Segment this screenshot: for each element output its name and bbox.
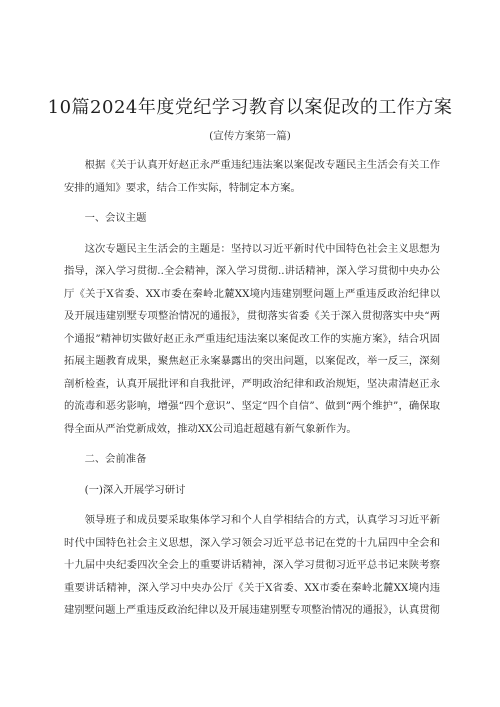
subsection-heading-study: (一)深入开展学习研讨 <box>84 483 186 496</box>
study-paragraph: 领导班子和成员要采取集体学习和个人自学相结合的方式，认真学习习近平新时代中国特色社会主义思想，深入学习领会习近平总书记在党的十九届四中全会和十九届中央纪委四次全会上的重要讲话精神，深入学习贯彻习近平总书记来陕考察重要讲话精神，深入学习中央办公厅《关于X省委、XX市委在秦岭北麓XX境内违建别墅问题上严重违反政治纪律以及开展违建别墅专项整治情况的通报》，认真贯彻 <box>64 514 440 616</box>
section-heading-preparation: 二、会前准备 <box>84 453 147 465</box>
document-title: 10篇2024年度党纪学习教育以案促改的工作方案 <box>47 97 453 118</box>
intro-paragraph: 根据《关于认真开好赵正永严重违纪违法案以案促改专题民主生活会有关工作安排的通知》要求，结合工作实际，特制定本方案。 <box>64 159 440 194</box>
theme-paragraph: 这次专题民主生活会的主题是：坚持以习近平新时代中国特色社会主义思想为指导，深入学习贯彻..全会精神，深入学习贯彻..讲话精神，深入学习贯彻中央办公厅《关于X省委、XX市委在秦岭北麓XX境内违建别墅问题上严重违反政治纪律以及开展违建别墅专项整治情况的通报》，贯彻落实省委《关于深入贯彻落实中央“两个通报”精神切实做好赵正永严重违纪违法案以案促改工作的实施方案》，结合巩固拓展主题教育成果，聚焦赵正永案暴露出的突出问题，以案促改，举一反三，深刻剖析检查，认真开展批评和自我批评，严明政治纪律和政治规矩，坚决肃清赵正永的流毒和恶劣影响，增强“四个意识”、坚定“四个自信”、做到“两个维护”，确保取得全面从严治党新成效，推动XX公司追赶超越有新气象新作为。 <box>64 242 440 435</box>
document-body <box>64 154 440 622</box>
document-subtitle: (宣传方案第一篇) <box>209 130 291 142</box>
section-heading-meeting-theme: 一、会议主题 <box>84 212 147 224</box>
